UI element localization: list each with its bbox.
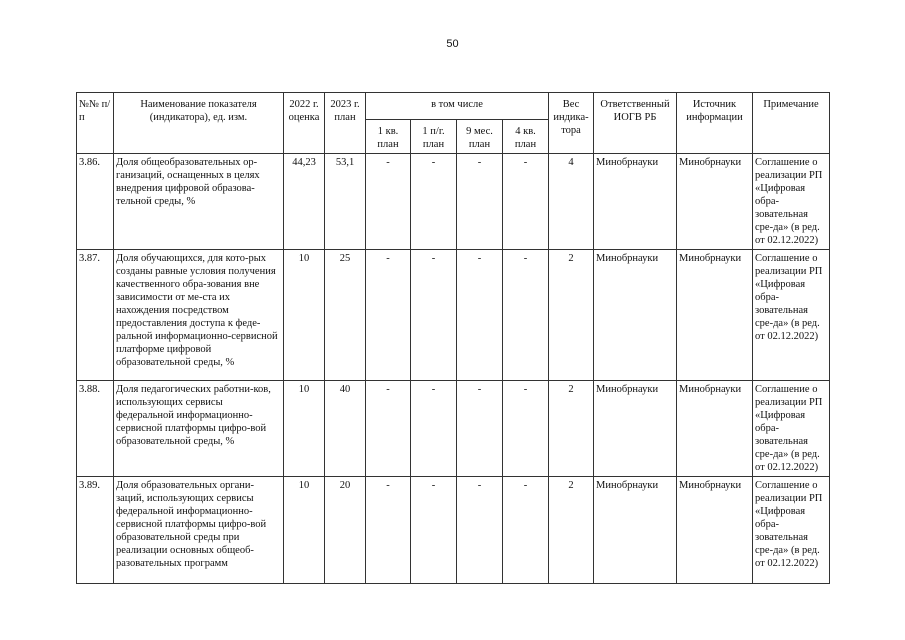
row-weight: 2 (549, 381, 594, 477)
row-q1: - (366, 381, 411, 477)
row-9m: - (457, 154, 503, 250)
header-note: Примечание (753, 93, 830, 154)
header-name: Наименование показателя (индикатора), ед. изм. (114, 93, 284, 154)
row-source: Минобрнауки (677, 477, 753, 584)
row-responsible: Минобрнауки (594, 477, 677, 584)
row-num: 3.87. (77, 250, 114, 381)
page-number: 50 (446, 38, 459, 50)
table-row (77, 250, 830, 381)
header-2023: 2023 г. план (325, 93, 366, 154)
row-responsible: Минобрнауки (594, 381, 677, 477)
header-q1: 1 кв. план (366, 120, 411, 154)
row-note: Соглашение о реализации РП «Цифровая обра-зовательная сре-да» (в ред. от 02.12.2022) (753, 250, 830, 381)
row-2023: 20 (325, 477, 366, 584)
row-2023: 53,1 (325, 154, 366, 250)
row-q4: - (503, 250, 549, 381)
row-9m: - (457, 250, 503, 381)
header-9m: 9 мес. план (457, 120, 503, 154)
row-name: Доля педагогических работни-ков, использующих сервисы федеральной информационно-сервисной платформы цифро-вой образовательной среды, % (114, 381, 284, 477)
header-including: в том числе (366, 93, 549, 120)
row-q4: - (503, 381, 549, 477)
table-row (77, 154, 830, 250)
table-row (77, 381, 830, 477)
row-h1: - (411, 381, 457, 477)
header-h1: 1 п/г. план (411, 120, 457, 154)
row-weight: 2 (549, 250, 594, 381)
row-2023: 40 (325, 381, 366, 477)
row-name: Доля образовательных органи-заций, использующих сервисы федеральной информационно-сервисной платформы цифро-вой образовательной среды при реализации основных общеоб-разовательных программ (114, 477, 284, 584)
row-source: Минобрнауки (677, 381, 753, 477)
row-9m: - (457, 381, 503, 477)
header-weight: Вес индика-тора (549, 93, 594, 154)
header-num: №№ п/п (77, 93, 114, 154)
row-h1: - (411, 250, 457, 381)
row-q1: - (366, 477, 411, 584)
row-q4: - (503, 477, 549, 584)
header-2022: 2022 г. оценка (284, 93, 325, 154)
row-2022: 10 (284, 477, 325, 584)
row-q1: - (366, 154, 411, 250)
row-responsible: Минобрнауки (594, 154, 677, 250)
row-source: Минобрнауки (677, 250, 753, 381)
row-2022: 44,23 (284, 154, 325, 250)
row-num: 3.88. (77, 381, 114, 477)
row-9m: - (457, 477, 503, 584)
row-source: Минобрнауки (677, 154, 753, 250)
row-weight: 2 (549, 477, 594, 584)
row-name: Доля обучающихся, для кото-рых созданы равные условия получения качественного обра-зования вне зависимости от ме-ста их нахождения посредством предоставления доступа к феде-ральной информационно-сервисной платформе цифровой образовательной среды, % (114, 250, 284, 381)
header-q4: 4 кв. план (503, 120, 549, 154)
row-num: 3.86. (77, 154, 114, 250)
row-note: Соглашение о реализации РП «Цифровая обра-зовательная сре-да» (в ред. от 02.12.2022) (753, 381, 830, 477)
row-weight: 4 (549, 154, 594, 250)
row-2023: 25 (325, 250, 366, 381)
row-note: Соглашение о реализации РП «Цифровая обра-зовательная сре-да» (в ред. от 02.12.2022) (753, 477, 830, 584)
row-q4: - (503, 154, 549, 250)
row-h1: - (411, 477, 457, 584)
row-responsible: Минобрнауки (594, 250, 677, 381)
row-note: Соглашение о реализации РП «Цифровая обра-зовательная сре-да» (в ред. от 02.12.2022) (753, 154, 830, 250)
row-2022: 10 (284, 381, 325, 477)
indicators-table (76, 92, 830, 584)
header-responsible: Ответственный ИОГВ РБ (594, 93, 677, 154)
row-name: Доля общеобразовательных ор-ганизаций, оснащенных в целях внедрения цифровой образова-тельной среды, % (114, 154, 284, 250)
table-row (77, 477, 830, 584)
row-h1: - (411, 154, 457, 250)
row-q1: - (366, 250, 411, 381)
row-2022: 10 (284, 250, 325, 381)
row-num: 3.89. (77, 477, 114, 584)
header-source: Источник информации (677, 93, 753, 154)
